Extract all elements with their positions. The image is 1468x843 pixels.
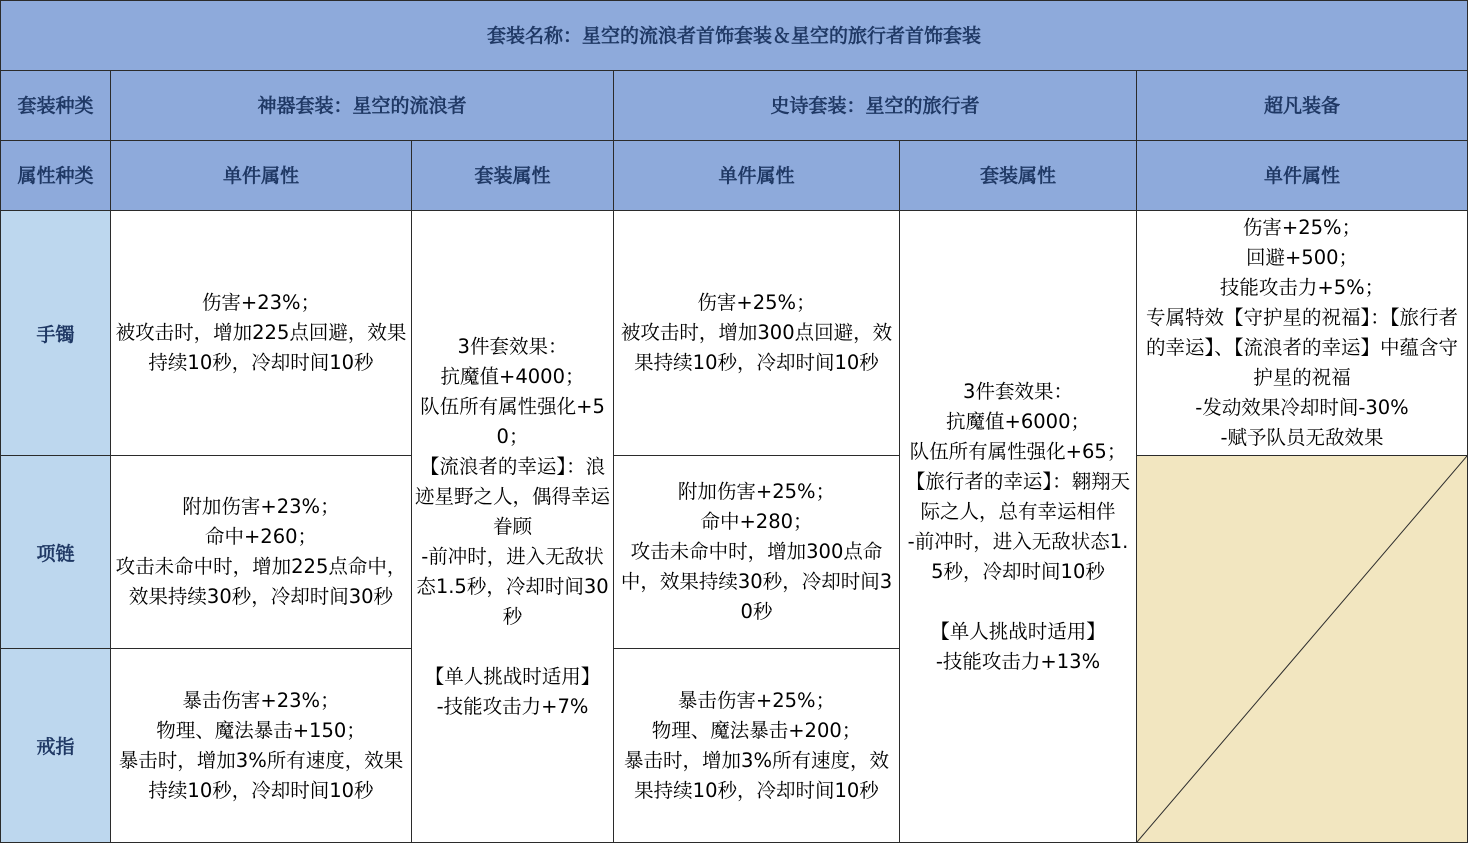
artifact-set-attr-header: 套装属性 xyxy=(412,141,614,211)
row-label-bracelet: 手镯 xyxy=(1,211,111,456)
epic-set-header: 史诗套装：星空的旅行者 xyxy=(614,71,1137,141)
artifact-set-effect: 3件套效果： 抗魔值+4000； 队伍所有属性强化+50； 【流浪者的幸运】：浪迹星野之人，偶得幸运眷顾 -前冲时，进入无敌状态1.5秒，冷却时间30秒 【单人挑战时适用】 -技能攻击力+7% xyxy=(412,211,614,843)
artifact-necklace-attr: 附加伤害+23%； 命中+260； 攻击未命中时，增加225点命中，效果持续30秒，冷却时间30秒 xyxy=(111,456,412,649)
epic-necklace-attr: 附加伤害+25%； 命中+280； 攻击未命中时，增加300点命中，效果持续30秒，冷却时间30秒 xyxy=(614,456,900,649)
artifact-set-header: 神器套装：星空的流浪者 xyxy=(111,71,614,141)
row-label-ring: 戒指 xyxy=(1,649,111,843)
epic-single-header: 单件属性 xyxy=(614,141,900,211)
diagonal-line xyxy=(1137,456,1467,842)
artifact-bracelet-attr: 伤害+23%； 被攻击时，增加225点回避，效果持续10秒，冷却时间10秒 xyxy=(111,211,412,456)
legendary-header: 超凡装备 xyxy=(1137,71,1468,141)
attribute-type-label: 属性种类 xyxy=(1,141,111,211)
epic-bracelet-attr: 伤害+25%； 被攻击时，增加300点回避，效果持续10秒，冷却时间10秒 xyxy=(614,211,900,456)
epic-set-effect: 3件套效果： 抗魔值+6000； 队伍所有属性强化+65； 【旅行者的幸运】：翱翔天际之人，总有幸运相伴 -前冲时，进入无敌状态1.5秒，冷却时间10秒 【单人挑战时适用】 -技能攻击力+13% xyxy=(900,211,1137,843)
artifact-ring-attr: 暴击伤害+23%； 物理、魔法暴击+150； 暴击时，增加3%所有速度，效果持续10秒，冷却时间10秒 xyxy=(111,649,412,843)
legendary-single-header: 单件属性 xyxy=(1137,141,1468,211)
legendary-empty-cell xyxy=(1137,456,1468,843)
table-title: 套装名称：星空的流浪者首饰套装＆星空的旅行者首饰套装 xyxy=(1,1,1468,71)
epic-set-attr-header: 套装属性 xyxy=(900,141,1137,211)
legendary-bracelet-attr: 伤害+25%； 回避+500； 技能攻击力+5%； 专属特效【守护星的祝福】：【旅行者的幸运】、【流浪者的幸运】中蕴含守护星的祝福 -发动效果冷却时间-30% -赋予队员无敌效果 xyxy=(1137,211,1468,456)
epic-ring-attr: 暴击伤害+25%； 物理、魔法暴击+200； 暴击时，增加3%所有速度，效果持续10秒，冷却时间10秒 xyxy=(614,649,900,843)
row-label-necklace: 项链 xyxy=(1,456,111,649)
artifact-single-header: 单件属性 xyxy=(111,141,412,211)
set-category-label: 套装种类 xyxy=(1,71,111,141)
